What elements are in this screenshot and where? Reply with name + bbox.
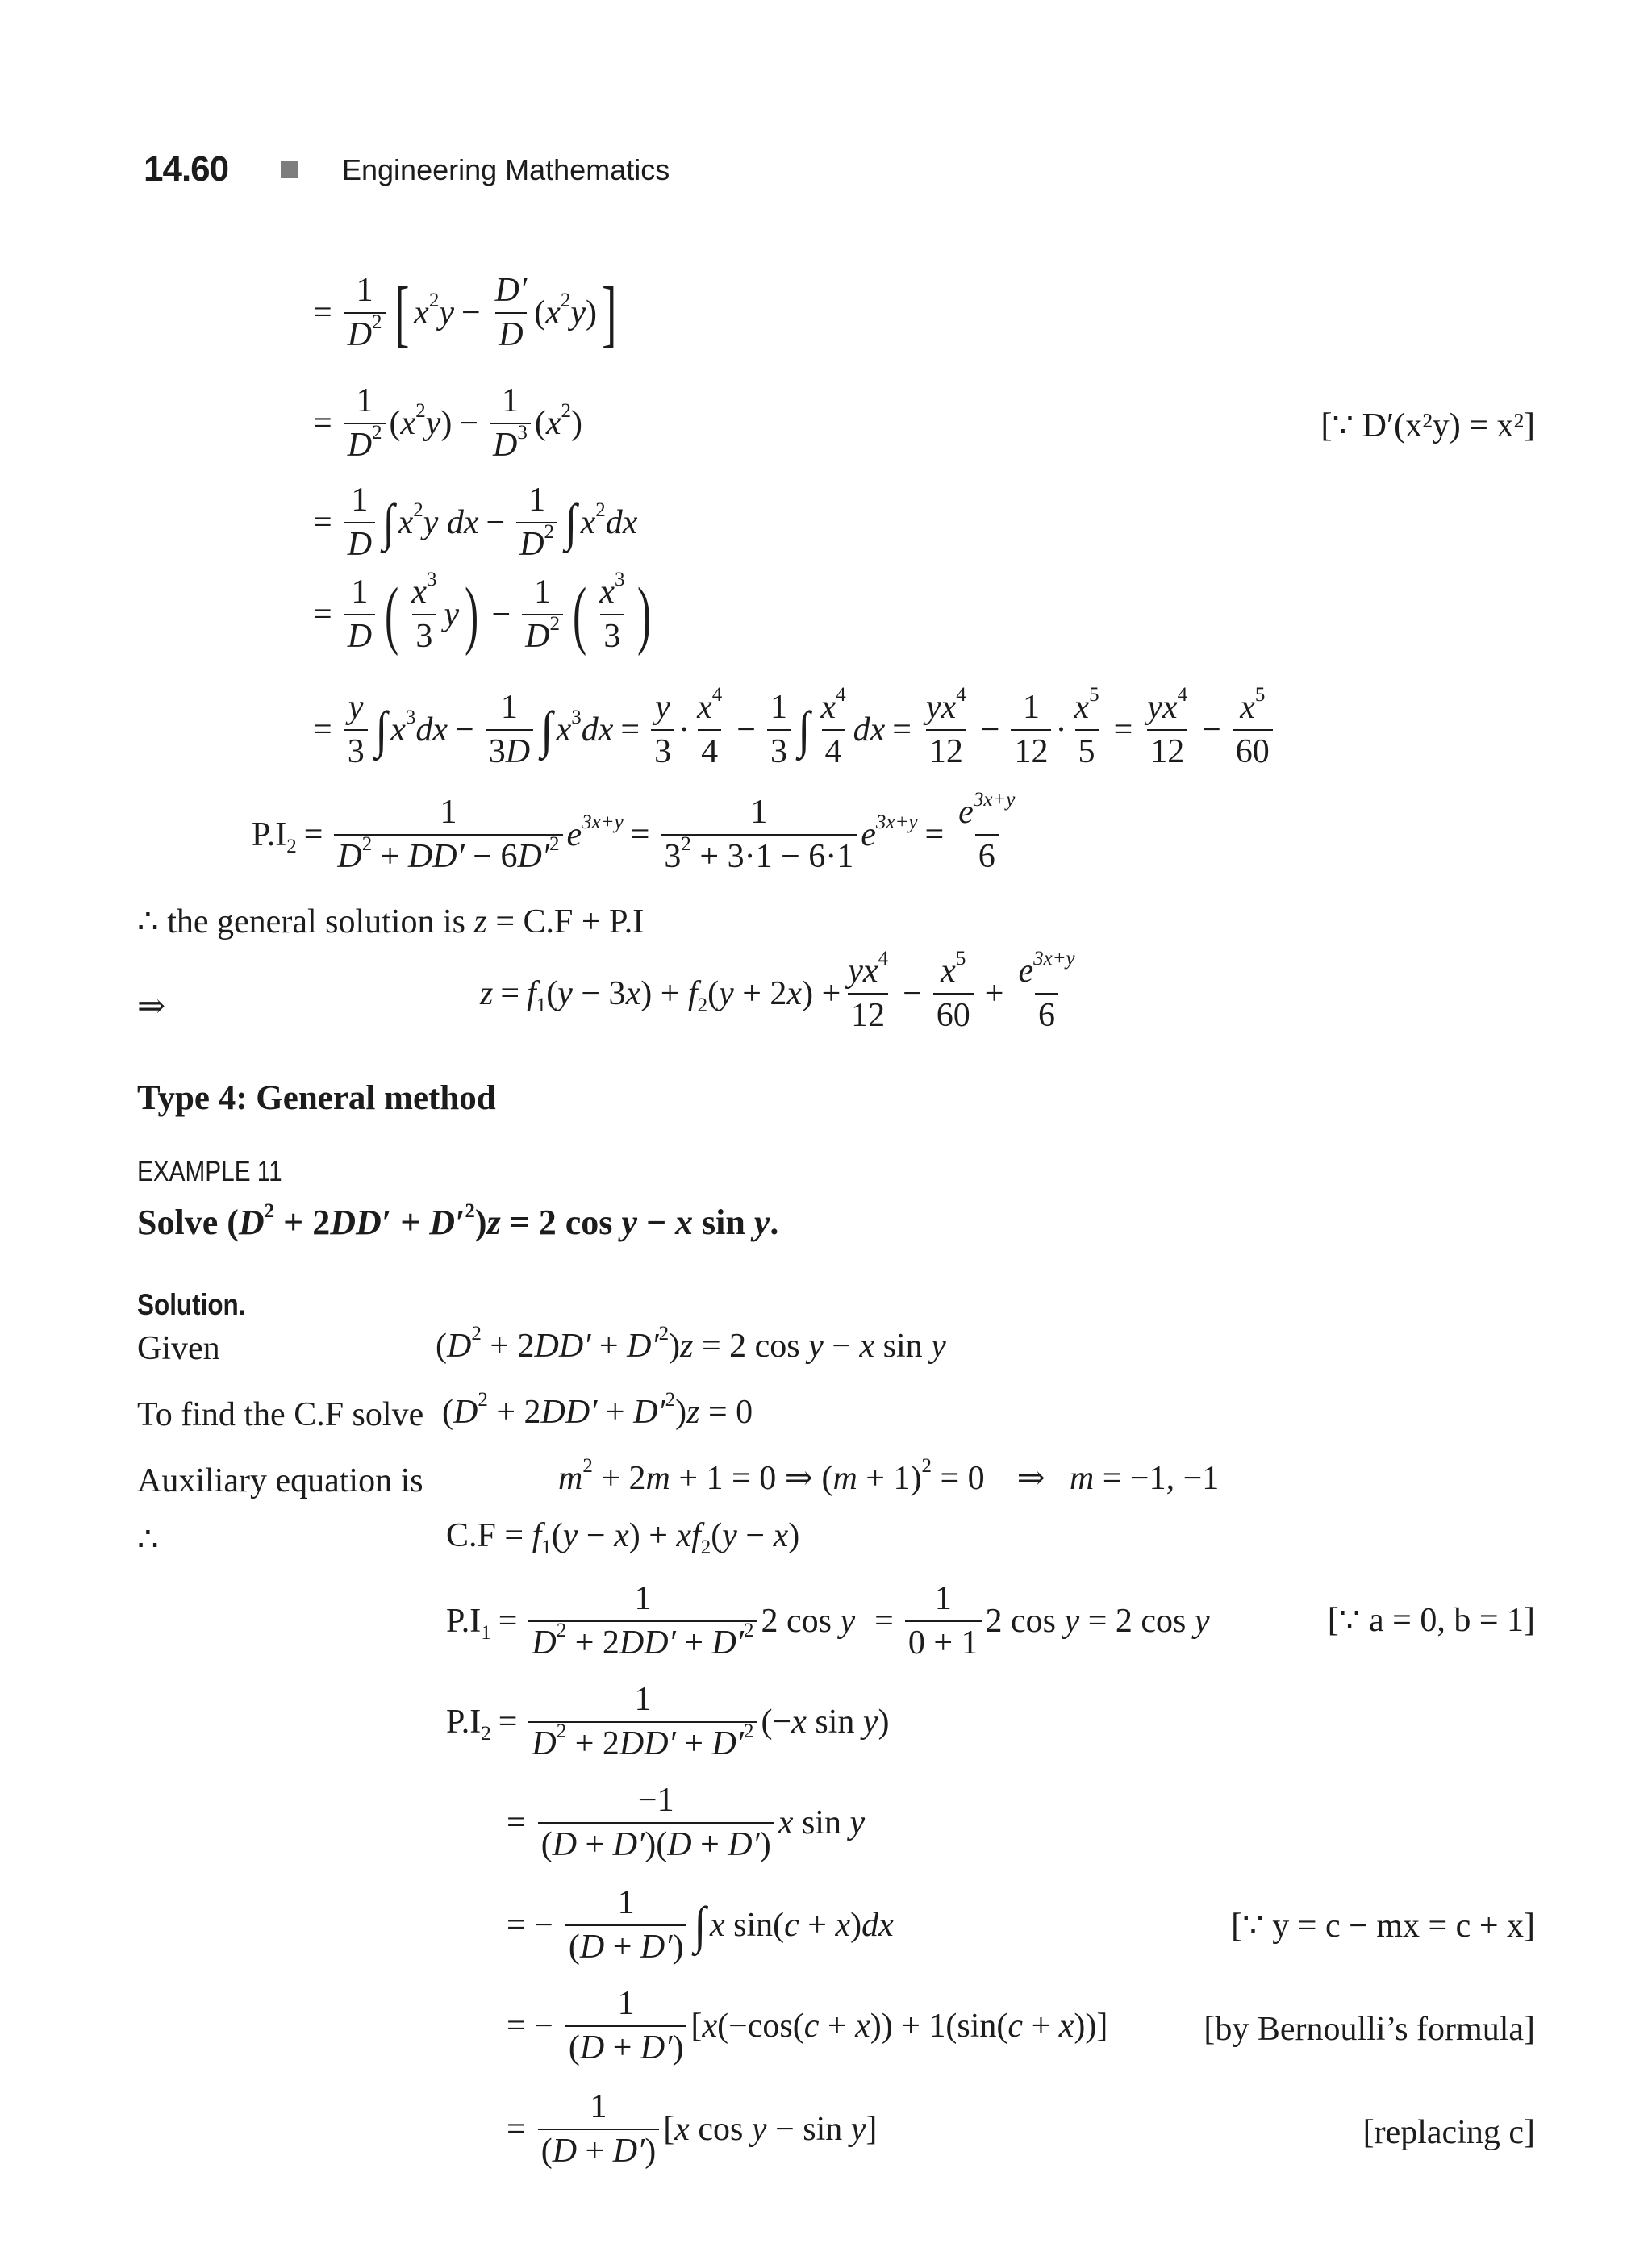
cf-equation: $(D^2 + 2DD' + D'^2)z = 0$ <box>442 1388 753 1431</box>
implies-symbol: ⇒ <box>137 988 166 1025</box>
final-solution-z: z = $f_1(y - 3x) + f_2(y + 2x)$ + $\frac{yx^4}{12}$ − $\frac{x^5}{60}$ + $\frac{e^{3x+y}}{6}$ <box>480 947 1075 1035</box>
pi2-step-4: = $\frac{1}{(D + D')}$ [x cos y − sin y] <box>507 2088 878 2171</box>
aux-equation: $m^2 + 2m + 1 = 0$ ⇒ $(m + 1)^2 = 0$ ⇒ m = −1, −1 <box>558 1454 1220 1497</box>
note-replacing: [replacing c] <box>1362 2114 1535 2151</box>
header-square-icon <box>281 161 298 178</box>
pi1-expression: $P.I_1$ = $\frac{1}{D^2 + 2DD' + D'^2}$ 2 cos y = $\frac{1}{0 + 1}$ 2 cos y = 2 cos y <box>446 1580 1210 1662</box>
given-label: Given <box>137 1330 220 1367</box>
pi2-step-1: = $\frac{-1}{(D + D')(D + D')}$ x sin y <box>507 1782 866 1864</box>
general-solution-statement: ∴ the general solution is z = C.F + P.I <box>137 903 645 940</box>
section-heading: Type 4: General method <box>137 1079 496 1117</box>
aux-label: Auxiliary equation is <box>137 1462 423 1499</box>
therefore-cf-symbol: ∴ <box>137 1521 159 1558</box>
derivation-line-5: = $\frac{y}{3}$ ∫ $x^3dx$ − $\frac{1}{3D}$ ∫ $x^3dx$ = $\frac{y}{3}$ · $x^4$ 4 − $\frac{1}{3}$ ∫ $x^4$ 4 dx = $\frac{yx^4}{12}$ − $\frac{1}{12}$ · $\frac{x^5}{5}$ = $\frac{yx^4}{12}$ − $\frac{x^5}{60}$ <box>313 690 1277 771</box>
pi2-first-expression: $P.I_2$ = $\frac{1}{D^2 + DD' - 6D'^2}$ $e^{3x+y}$ = $\frac{1}{3^2 + 3\cdot 1 - 6\cdot 1}$ $e^{3x+y}$ = $\frac{e^{3x+y}}{6}$ <box>252 788 1016 876</box>
pi2-second-expression: $P.I_2$ = $\frac{1}{D^2 + 2DD' + D'^2}$ (−x sin y) <box>446 1681 890 1763</box>
derivation-line-1: = $\frac{1}{D^2}$ [ $x^2y$ − $\frac{D'}{D}$ $(x^2y)$ ] <box>313 272 617 355</box>
cf-result: $C.F = f_1(y - x) + xf_2(y - x)$ <box>446 1517 800 1558</box>
example-label: EXAMPLE 11 <box>137 1156 282 1187</box>
note-d-prime: [∵ D′(x²y) = x²] <box>1320 407 1535 444</box>
pi2-step-3: = − $\frac{1}{(D + D')}$ [x(−cos(c + x)) + 1(sin(c + x))] <box>507 1985 1108 2067</box>
cf-prompt: To find the C.F solve <box>137 1396 424 1433</box>
page-number: 14.60 <box>144 149 229 189</box>
derivation-line-4: = $\frac{1}{D}$ ( $x^3$ 3 y ) − $\frac{1}{D^2}$ ( $x^3$ 3 ) <box>313 568 652 657</box>
pi2-step-2: = − $\frac{1}{(D + D')}$ ∫ x sin(c + x)dx <box>507 1884 894 1966</box>
solution-label: Solution. <box>137 1288 246 1321</box>
note-substitution: [∵ y = c − mx = c + x] <box>1231 1908 1535 1945</box>
therefore-symbol: ∴ <box>137 903 159 940</box>
book-title: Engineering Mathematics <box>342 153 670 186</box>
example-problem: Solve $(D^2 + 2DD' + D'^2)z = 2$ cos y − x sin y. <box>137 1199 779 1242</box>
derivation-line-3: = $\frac{1}{D}$ ∫ $x^2y$ dx − $\frac{1}{D^2}$ ∫ $x^2dx$ <box>313 482 638 564</box>
general-solution-text: the general solution is <box>167 903 465 940</box>
note-bernoulli: [by Bernoulli’s formula] <box>1204 2011 1535 2048</box>
derivation-line-2: = $\frac{1}{D^2}$ $(x^2y)$ − $\frac{1}{D^3}$ $(x^2)$ <box>313 382 583 465</box>
given-equation: $(D^2 + 2DD' + D'^2)z = 2$ cos y − x sin y <box>436 1322 946 1365</box>
note-ab: [∵ a = 0, b = 1] <box>1327 1602 1535 1639</box>
problem-prefix: Solve <box>137 1203 219 1242</box>
